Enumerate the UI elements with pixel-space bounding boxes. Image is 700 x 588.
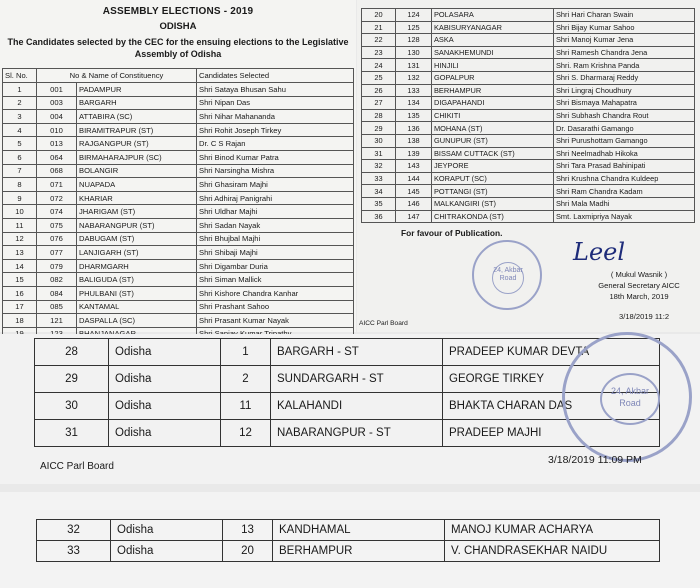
table-cell: Shri Ghasiram Majhi: [197, 178, 354, 192]
table-row: [3, 164, 354, 178]
table-row: [362, 34, 695, 47]
table-cell: 085: [37, 300, 77, 314]
table-cell: 16: [3, 286, 37, 300]
table-row: [362, 97, 695, 110]
table-cell: 003: [37, 96, 77, 110]
right-document-photo: [357, 0, 700, 332]
table-cell: 12: [221, 420, 271, 447]
table-cell: BERHAMPUR: [273, 541, 445, 562]
table-cell: 15: [3, 273, 37, 287]
table-cell: 18: [3, 314, 37, 328]
table-row: [3, 123, 354, 137]
table-cell: 143: [396, 160, 432, 173]
table-cell: Odisha: [109, 366, 221, 393]
table-cell: POLASARA: [432, 9, 554, 22]
table-cell: 064: [37, 150, 77, 164]
table-header-row: [3, 69, 354, 83]
table-cell: 004: [37, 110, 77, 124]
table-row: [362, 197, 695, 210]
table-row: [3, 273, 354, 287]
table-cell: Shri Siman Mallick: [197, 273, 354, 287]
table-cell: 31: [35, 420, 109, 447]
table-cell: Odisha: [109, 339, 221, 366]
table-cell: Shri Sadan Nayak: [197, 218, 354, 232]
table-cell: 8: [3, 178, 37, 192]
table-cell: 25: [362, 71, 396, 84]
table-cell: GUNUPUR (ST): [432, 134, 554, 147]
table-cell: 20: [223, 541, 273, 562]
table-cell: Odisha: [109, 420, 221, 447]
table-cell: BERHAMPUR: [432, 84, 554, 97]
table-row: [362, 147, 695, 160]
table-cell: SUNDARGARH - ST: [271, 366, 443, 393]
table-cell: 13: [3, 246, 37, 260]
table-cell: Shri Ramesh Chandra Jena: [554, 46, 695, 59]
table-cell: 21: [362, 21, 396, 34]
table-cell: POTTANGI (ST): [432, 185, 554, 198]
table-row: [3, 246, 354, 260]
left-document-photo: [0, 0, 356, 332]
table-row: [3, 300, 354, 314]
table-cell: Shri Binod Kumar Patra: [197, 150, 354, 164]
table-cell: 4: [3, 123, 37, 137]
table-cell: GEORGE TIRKEY: [443, 366, 660, 393]
table-cell: NUAPADA: [77, 178, 197, 192]
table-cell: PRADEEP KUMAR DEVTA: [443, 339, 660, 366]
table-cell: 125: [396, 21, 432, 34]
document-subtitle: The Candidates selected by the CEC for the ensuing elections to the Legislative Assembly of Odisha: [7, 37, 349, 59]
table-cell: Shri Digambar Duria: [197, 259, 354, 273]
signatory-date: 18th March, 2019: [609, 292, 669, 301]
table-cell: Odisha: [111, 520, 223, 541]
table-cell: 26: [362, 84, 396, 97]
table-cell: KABISURYANAGAR: [432, 21, 554, 34]
table-cell: 124: [396, 9, 432, 22]
table-cell: KHARIAR: [77, 191, 197, 205]
table-cell: Shri Kishore Chandra Kanhar: [197, 286, 354, 300]
table-row: [3, 314, 354, 328]
table-row: [3, 205, 354, 219]
table-row: [362, 210, 695, 223]
table-cell: 2: [221, 366, 271, 393]
table-cell: Shri Sataya Bhusan Sahu: [197, 83, 354, 97]
table-cell: KORAPUT (SC): [432, 172, 554, 185]
table-row: [362, 122, 695, 135]
table-cell: GOPALPUR: [432, 71, 554, 84]
table-cell: Shri Adhiraj Panigrahi: [197, 191, 354, 205]
table-cell: KALAHANDI: [271, 393, 443, 420]
board-label: AICC Parl Board: [359, 320, 408, 327]
table-cell: 130: [396, 46, 432, 59]
table-cell: Shri Prashant Sahoo: [197, 300, 354, 314]
table-cell: 121: [37, 314, 77, 328]
table-cell: 36: [362, 210, 396, 223]
candidates-table-right: [361, 8, 695, 223]
table-cell: Shri Lingraj Choudhury: [554, 84, 695, 97]
table-cell: KANDHAMAL: [273, 520, 445, 541]
table-row: [362, 172, 695, 185]
table-cell: 068: [37, 164, 77, 178]
table-cell: BOLANGIR: [77, 164, 197, 178]
table-cell: PADAMPUR: [77, 83, 197, 97]
table-cell: 074: [37, 205, 77, 219]
table-cell: V. CHANDRASEKHAR NAIDU: [445, 541, 660, 562]
table-cell: Shri Bhujbal Majhi: [197, 232, 354, 246]
table-cell: ASKA: [432, 34, 554, 47]
table-cell: Shri Bismaya Mahapatra: [554, 97, 695, 110]
table-row: [3, 137, 354, 151]
table-cell: 32: [362, 160, 396, 173]
table-cell: 001: [37, 83, 77, 97]
table-cell: NABARANGPUR (ST): [77, 218, 197, 232]
table-cell: Shri Prasant Kumar Nayak: [197, 314, 354, 328]
table-row: [362, 185, 695, 198]
table-cell: 134: [396, 97, 432, 110]
table-cell: 133: [396, 84, 432, 97]
table-cell: 2: [3, 96, 37, 110]
document-title: ASSEMBLY ELECTIONS - 2019: [102, 6, 254, 17]
table-cell: RAJGANGPUR (ST): [77, 137, 197, 151]
table-cell: 076: [37, 232, 77, 246]
table-cell: DIGAPAHANDI: [432, 97, 554, 110]
table-cell: 145: [396, 185, 432, 198]
table-row: [35, 339, 660, 366]
table-row: [37, 541, 660, 562]
table-cell: HINJILI: [432, 59, 554, 72]
table-cell: 20: [362, 9, 396, 22]
table-cell: 077: [37, 246, 77, 260]
table-cell: DHARMGARH: [77, 259, 197, 273]
table-cell: 131: [396, 59, 432, 72]
table-cell: 23: [362, 46, 396, 59]
table-cell: 082: [37, 273, 77, 287]
table-cell: MALKANGIRI (ST): [432, 197, 554, 210]
table-cell: 28: [362, 109, 396, 122]
table-cell: 084: [37, 286, 77, 300]
table-cell: 075: [37, 218, 77, 232]
table-cell: 9: [3, 191, 37, 205]
table-cell: 14: [3, 259, 37, 273]
table-cell: 22: [362, 34, 396, 47]
table-cell: 13: [223, 520, 273, 541]
table-cell: 144: [396, 172, 432, 185]
table-cell: 071: [37, 178, 77, 192]
table-cell: 5: [3, 137, 37, 151]
table-cell: BHAKTA CHARAN DAS: [443, 393, 660, 420]
table-cell: 146: [396, 197, 432, 210]
table-cell: BIRMAHARAJPUR (SC): [77, 150, 197, 164]
table-cell: 12: [3, 232, 37, 246]
table-cell: Odisha: [109, 393, 221, 420]
table-cell: 33: [362, 172, 396, 185]
table-row: [3, 96, 354, 110]
col-header-constituency: No & Name of Constituency: [37, 69, 197, 83]
table-row: [3, 110, 354, 124]
col-header-slno: Sl. No.: [3, 69, 37, 83]
table-cell: Smt. Laxmipriya Nayak: [554, 210, 695, 223]
table-cell: Shri S. Dharmaraj Reddy: [554, 71, 695, 84]
table-cell: 28: [35, 339, 109, 366]
table-cell: BALIGUDA (ST): [77, 273, 197, 287]
table-cell: Dr. Dasarathi Gamango: [554, 122, 695, 135]
table-cell: 31: [362, 147, 396, 160]
table-row: [3, 218, 354, 232]
candidates-table-left: [2, 68, 354, 341]
table-row: [362, 84, 695, 97]
table-cell: Shri Rohit Joseph Tirkey: [197, 123, 354, 137]
table-cell: 128: [396, 34, 432, 47]
table-row: [362, 160, 695, 173]
middle-document-photo: [0, 334, 700, 484]
table-cell: 072: [37, 191, 77, 205]
table-cell: Shri Tara Prasad Bahinipati: [554, 160, 695, 173]
table-cell: CHIKITI: [432, 109, 554, 122]
table-cell: Shri Hari Charan Swain: [554, 9, 695, 22]
table-row: [3, 83, 354, 97]
table-cell: SANAKHEMUNDI: [432, 46, 554, 59]
table-cell: 3: [3, 110, 37, 124]
office-stamp: [562, 332, 692, 462]
table-cell: Shri Neelmadhab Hikoka: [554, 147, 695, 160]
table-cell: Shri Nipan Das: [197, 96, 354, 110]
bottom-document-photo: [0, 492, 700, 588]
table-cell: 10: [3, 205, 37, 219]
board-label: AICC Parl Board: [40, 461, 114, 472]
table-cell: 35: [362, 197, 396, 210]
table-row: [362, 71, 695, 84]
table-cell: CHITRAKONDA (ST): [432, 210, 554, 223]
table-cell: BIRAMITRAPUR (ST): [77, 123, 197, 137]
table-row: [3, 286, 354, 300]
table-row: [362, 59, 695, 72]
stamp-address: 24, Akbar Road: [492, 262, 524, 294]
table-row: [362, 134, 695, 147]
table-row: [3, 259, 354, 273]
table-cell: Shri Manoj Kumar Jena: [554, 34, 695, 47]
table-cell: 135: [396, 109, 432, 122]
table-cell: 1: [221, 339, 271, 366]
table-cell: Shri Ram Chandra Kadam: [554, 185, 695, 198]
table-cell: 27: [362, 97, 396, 110]
table-cell: 136: [396, 122, 432, 135]
table-cell: Shri Uldhar Majhi: [197, 205, 354, 219]
publication-note: For favour of Publication.: [401, 228, 503, 238]
table-cell: JEYPORE: [432, 160, 554, 173]
table-cell: 1: [3, 83, 37, 97]
table-row: [3, 178, 354, 192]
office-stamp: [472, 240, 542, 310]
signature: Leel: [573, 238, 626, 266]
table-cell: 132: [396, 71, 432, 84]
table-row: [362, 21, 695, 34]
table-cell: 32: [37, 520, 111, 541]
table-cell: MANOJ KUMAR ACHARYA: [445, 520, 660, 541]
table-cell: 6: [3, 150, 37, 164]
table-cell: Shri Subhash Chandra Rout: [554, 109, 695, 122]
table-cell: BARGARH - ST: [271, 339, 443, 366]
table-row: [3, 232, 354, 246]
table-cell: DASPALLA (SC): [77, 314, 197, 328]
table-cell: Shri. Ram Krishna Panda: [554, 59, 695, 72]
table-cell: 33: [37, 541, 111, 562]
table-cell: LANJIGARH (ST): [77, 246, 197, 260]
table-cell: Dr. C S Rajan: [197, 137, 354, 151]
table-cell: 138: [396, 134, 432, 147]
table-cell: KANTAMAL: [77, 300, 197, 314]
table-cell: 11: [3, 218, 37, 232]
print-timestamp: 3/18/2019 11:09 PM: [548, 454, 642, 466]
table-cell: Odisha: [111, 541, 223, 562]
state-heading: ODISHA: [159, 21, 197, 32]
table-cell: BISSAM CUTTACK (ST): [432, 147, 554, 160]
table-cell: Shri Bijay Kumar Sahoo: [554, 21, 695, 34]
table-cell: 24: [362, 59, 396, 72]
table-cell: Shri Nihar Mahananda: [197, 110, 354, 124]
table-cell: 29: [362, 122, 396, 135]
table-row: [362, 46, 695, 59]
table-row: [3, 191, 354, 205]
table-cell: 30: [35, 393, 109, 420]
table-row: [362, 109, 695, 122]
table-cell: 139: [396, 147, 432, 160]
table-cell: Shri Purushottam Gamango: [554, 134, 695, 147]
table-cell: 34: [362, 185, 396, 198]
col-header-candidate: Candidates Selected: [197, 69, 354, 83]
table-cell: 010: [37, 123, 77, 137]
signatory-designation: General Secretary AICC: [598, 281, 680, 290]
table-cell: JHARIGAM (ST): [77, 205, 197, 219]
table-cell: NABARANGPUR - ST: [271, 420, 443, 447]
table-cell: Shri Narsingha Mishra: [197, 164, 354, 178]
table-cell: Shri Shibaji Majhi: [197, 246, 354, 260]
table-cell: Shri Mala Madhi: [554, 197, 695, 210]
table-cell: MOHANA (ST): [432, 122, 554, 135]
table-cell: 079: [37, 259, 77, 273]
table-cell: BARGARH: [77, 96, 197, 110]
table-cell: 147: [396, 210, 432, 223]
print-timestamp: 3/18/2019 11:2: [619, 312, 670, 321]
table-cell: PRADEEP MAJHI: [443, 420, 660, 447]
signatory-name: ( Mukul Wasnik ): [610, 270, 668, 279]
table-row: [37, 520, 660, 541]
table-row: [362, 9, 695, 22]
candidates-table-bottom: [36, 519, 660, 562]
table-cell: 11: [221, 393, 271, 420]
table-row: [3, 150, 354, 164]
table-cell: 29: [35, 366, 109, 393]
stamp-address: 24, Akbar Road: [600, 373, 660, 425]
table-cell: 30: [362, 134, 396, 147]
table-cell: 7: [3, 164, 37, 178]
table-cell: 013: [37, 137, 77, 151]
table-cell: DABUGAM (ST): [77, 232, 197, 246]
table-cell: ATTABIRA (SC): [77, 110, 197, 124]
table-cell: Shri Krushna Chandra Kuldeep: [554, 172, 695, 185]
table-row: [35, 420, 660, 447]
table-cell: 17: [3, 300, 37, 314]
table-cell: PHULBANI (ST): [77, 286, 197, 300]
